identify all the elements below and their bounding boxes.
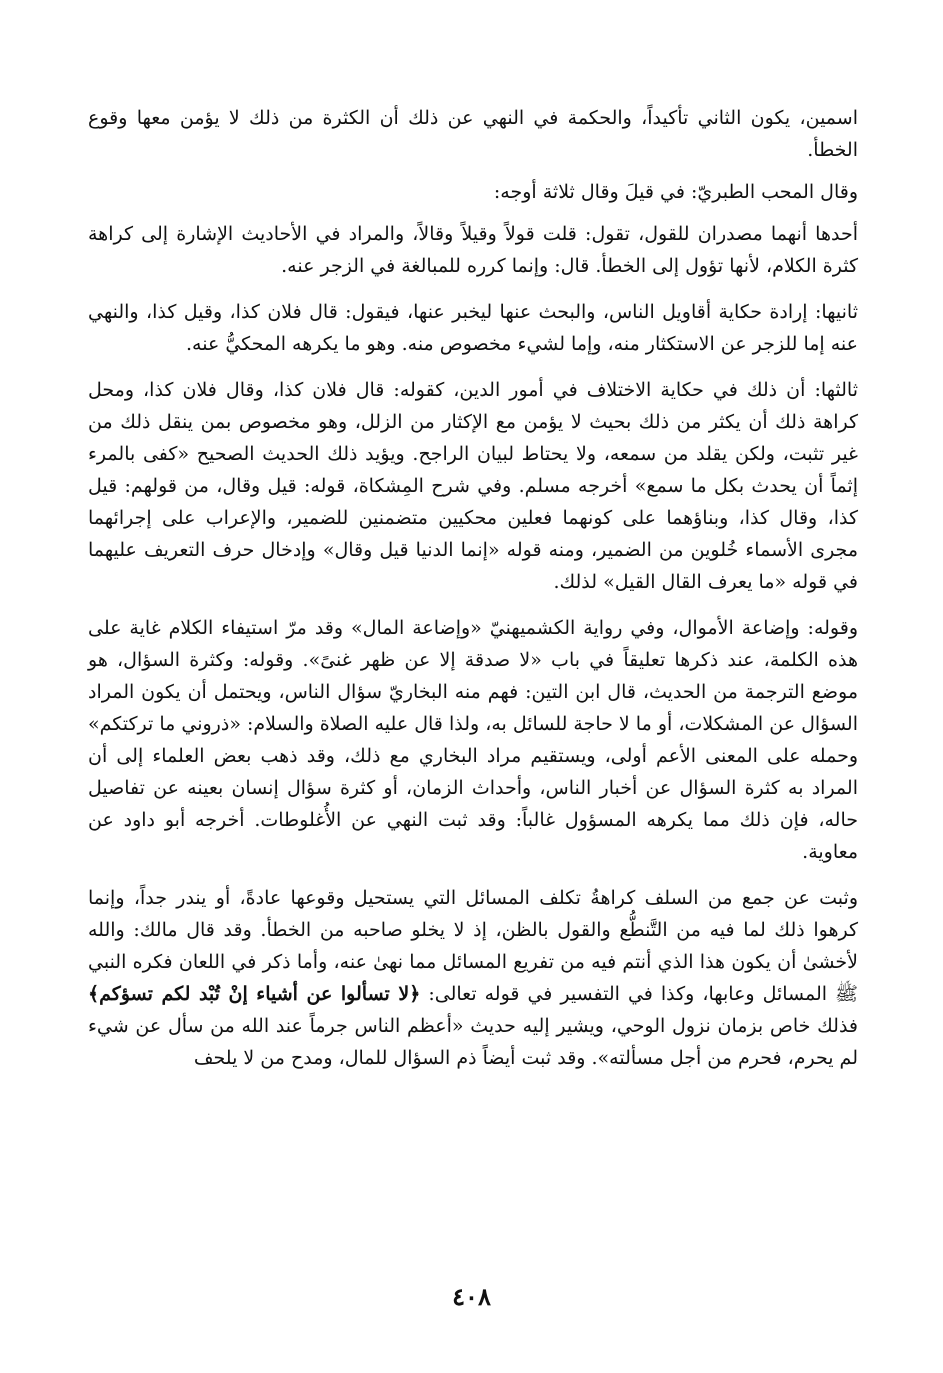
page-number: ٤٠٨: [452, 1282, 491, 1311]
paragraph-7-text-end: فذلك خاص بزمان نزول الوحي، ويشير إليه حديث «أعظم الناس جرماً عند الله من سأل عن شيء لم يحرم، فحرم من أجل مسألته». وقد ثبت أيضاً ذم السؤال للمال، ومدح من لا يلحف: [88, 1015, 858, 1069]
paragraph-5: ثالثها: أن ذلك في حكاية الاختلاف في أمور الدين، كقوله: قال فلان كذا، وقال فلان كذا، ومحل كراهة ذلك أن يكثر من ذلك بحيث لا يؤمن مع الإكثار من الزلل، وهو مخصوص بمن ينقل ذلك من غير تثبت، ولكن يقلد من سمعه، ولا يحتاط لبيان الراجح. ويؤيد ذلك الحديث الصحيح «كفى بالمرء إثماً أن يحدث بكل ما سمع» أخرجه مسلم. وفي شرح المِشكاة، قوله: قيل وقال، من قولهم: قيل كذا، وقال كذا، وبناؤهما على كونهما فعلين محكيين متضمنين للضمير، والإعراب على إجرائهما مجرى الأسماء خُلوين من الضمير، ومنه قوله «إنما الدنيا قيل وقال» وإدخال حرف التعريف عليهما في قوله «ما يعرف القال القيل» لذلك.: [88, 379, 858, 593]
paragraph-4: ثانيها: إرادة حكاية أقاويل الناس، والبحث عنها ليخبر عنها، فيقول: قال فلان كذا، وقيل كذا، والنهي عنه إما للزجر عن الاستكثار منه، وإما لشيء مخصوص منه. وهو ما يكرهه المحكيُّ عنه.: [88, 301, 858, 355]
page-body: [88, 102, 858, 1088]
paragraph-2: وقال المحب الطبريّ: في قيلَ وقال ثلاثة أوجه:: [493, 181, 858, 203]
paragraph-1: اسمين، يكون الثاني تأكيداً، والحكمة في النهي عن ذلك أن الكثرة من ذلك لا يؤمن معها وقوع الخطأ.: [88, 107, 858, 161]
paragraph-6: وقوله: وإضاعة الأموال، وفي رواية الكشميهنيّ «وإضاعة المال» وقد مرّ استيفاء الكلام غاية على هذه الكلمة، عند ذكرها تعليقاً في باب «لا صدقة إلا عن ظهر غنىً». وقوله: وكثرة السؤال، هو موضع الترجمة من الحديث، قال ابن التين: فهم منه البخاريّ سؤال الناس، ويحتمل أن يكون المراد السؤال عن المشكلات، أو ما لا حاجة للسائل به، ولذا قال عليه الصلاة والسلام: «ذروني ما تركتكم» وحمله على المعنى الأعم أولى، ويستقيم مراد البخاري مع ذلك، وقد ذهب بعض العلماء إلى أن المراد به كثرة السؤال عن أخبار الناس، وأحداث الزمان، أو كثرة سؤال إنسان بعينه عن تفاصيل حاله، فإن ذلك مما يكرهه المسؤول غالباً: وقد ثبت النهي عن الأُغلوطات. أخرجه أبو داود عن معاوية.: [88, 617, 858, 863]
paragraph-7: [88, 882, 858, 1074]
paragraph-7-text-start: وثبت عن جمع من السلف كراهةُ تكلف المسائل التي يستحيل وقوعها عادةً، أو يندر جداً، وإنما كرهوا ذلك لما فيه من التَّنطُّع والقول بالظن، إذ لا يخلو صاحبه من الخطأ. وقد قال مالك: والله لأخشىٰ أن يكون هذا الذي أنتم فيه من تفريع المسائل مما نهىٰ عنه، وأما ذكر في اللعان فكره النبي ﷺ المسائل وعابها، وكذا في التفسير في قوله تعالى:: [88, 887, 858, 1005]
quran-verse: ﴿لا تسألوا عن أشياء إنْ تُبْد لكم تسؤكم﴾: [88, 983, 421, 1005]
paragraph-3: أحدها أنهما مصدران للقول، تقول: قلت قولاً وقيلاً وقالاً، والمراد في الأحاديث الإشارة إلى كراهة كثرة الكلام، لأنها تؤول إلى الخطأ. قال: وإنما كرره للمبالغة في الزجر عنه.: [88, 223, 858, 277]
